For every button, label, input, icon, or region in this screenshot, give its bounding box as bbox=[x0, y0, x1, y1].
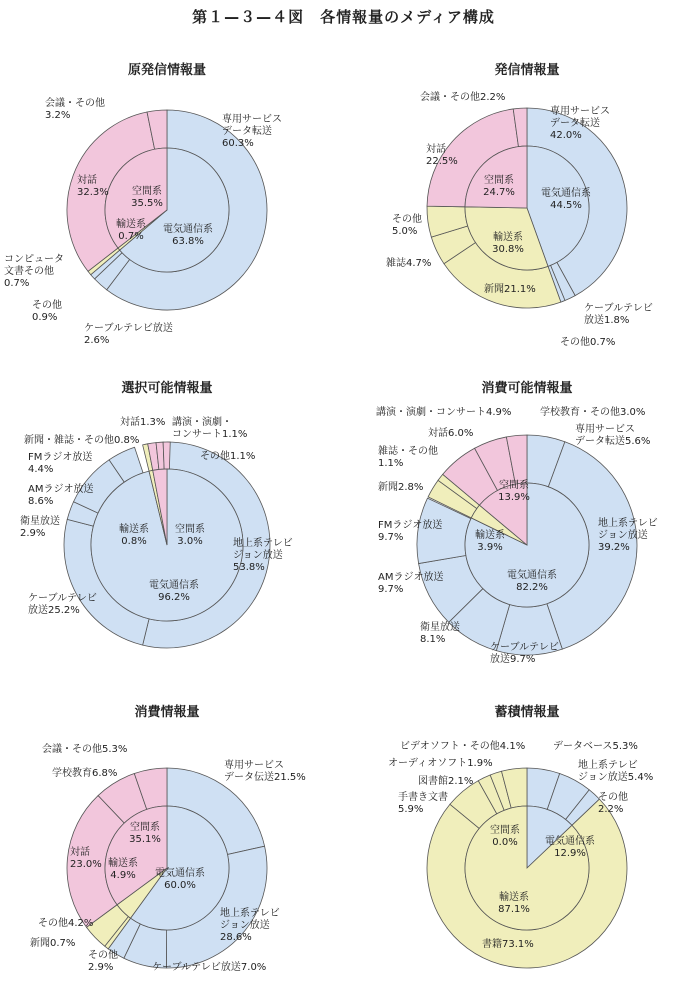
pie-chart bbox=[388, 704, 653, 968]
figure-title: 第１—３—４図 各情報量のメディア構成 bbox=[192, 8, 495, 26]
slice-label: 空間系 35.1% bbox=[129, 822, 161, 845]
slice-label: 電気通信系 63.8% bbox=[163, 224, 213, 247]
slice-label: 専用サービスデータ転送 42.0% bbox=[550, 106, 610, 141]
slice-label: その他 5.0% bbox=[392, 214, 422, 237]
pie-chart bbox=[20, 380, 293, 648]
chart-title: 消費情報量 bbox=[134, 705, 200, 720]
slice-label: 衛星放送 2.9% bbox=[20, 516, 60, 539]
slice-label: 電気通信系 96.2% bbox=[149, 580, 199, 603]
slice-label: 対話 23.0% bbox=[70, 847, 102, 870]
slice-label: 図書館2.1% bbox=[418, 776, 474, 787]
slice-label: 地上系テレビジョン放送 39.2% bbox=[598, 518, 658, 553]
slice-label: 新聞21.1% bbox=[484, 284, 536, 295]
slice-label: 雑誌4.7% bbox=[386, 258, 432, 269]
slice-label: その他 2.9% bbox=[88, 950, 118, 973]
slice-label: 対話 32.3% bbox=[77, 175, 109, 198]
chart-title: 原発信情報量 bbox=[127, 63, 207, 78]
slice-label: 専用サービスデータ転送5.6% bbox=[575, 424, 651, 447]
pie-chart bbox=[30, 704, 306, 973]
slice-label: その他 2.2% bbox=[598, 792, 628, 815]
slice-label: その他4.2% bbox=[38, 918, 94, 929]
slice-label: 会議・その他 3.2% bbox=[45, 98, 105, 121]
slice-label: FMラジオ放送 9.7% bbox=[378, 520, 443, 543]
slice-label: 輸送系 30.8% bbox=[492, 232, 524, 255]
pie-chart bbox=[376, 380, 658, 665]
slice-label: データベース5.3% bbox=[553, 741, 638, 752]
slice-label: AMラジオ放送 9.7% bbox=[378, 572, 444, 595]
chart-title: 選択可能情報量 bbox=[121, 381, 213, 396]
slice-label: 輸送系 0.7% bbox=[116, 219, 146, 242]
slice-label: 対話1.3% bbox=[120, 417, 166, 428]
slice-label: 空間系 3.0% bbox=[175, 524, 205, 547]
slice-label: 電気通信系 82.2% bbox=[507, 570, 557, 593]
slice-label: 学校教育・その他3.0% bbox=[540, 407, 646, 418]
pie-chart bbox=[4, 62, 282, 346]
slice-label: 新聞2.8% bbox=[378, 482, 424, 493]
slice-label: 輸送系 3.9% bbox=[475, 530, 505, 553]
chart-title: 蓄積情報量 bbox=[494, 705, 560, 720]
slice-label: 新聞・雑誌・その他0.8% bbox=[24, 435, 140, 446]
slice-label: 書籍73.1% bbox=[482, 939, 534, 950]
slice-label: 講演・演劇・コンサート4.9% bbox=[376, 407, 512, 418]
slice-label: 空間系 35.5% bbox=[131, 186, 163, 209]
slice-label: ケーブルテレビ放送7.0% bbox=[152, 962, 267, 973]
chart-title: 消費可能情報量 bbox=[481, 381, 573, 396]
slice-label: 輸送系 4.9% bbox=[108, 858, 138, 881]
slice-label: 輸送系 87.1% bbox=[498, 892, 530, 915]
slice-label: 空間系 0.0% bbox=[490, 825, 520, 848]
slice-label: ケーブルテレビ放送9.7% bbox=[490, 642, 559, 665]
slice-label: FMラジオ放送 4.4% bbox=[28, 452, 93, 475]
slice-label: 電気通信系 60.0% bbox=[155, 868, 205, 891]
slice-label: AMラジオ放送 8.6% bbox=[28, 484, 94, 507]
chart-title: 発信情報量 bbox=[494, 63, 560, 78]
slice-label: ケーブルテレビ放送1.8% bbox=[584, 303, 653, 326]
outer-slice bbox=[163, 442, 170, 469]
slice-label: ケーブルテレビ放送25.2% bbox=[28, 593, 97, 616]
slice-label: その他0.7% bbox=[560, 337, 616, 348]
slice-label: 地上系テレビジョン放送5.4% bbox=[578, 760, 654, 783]
slice-label: 電気通信系 12.9% bbox=[545, 836, 595, 859]
slice-label: その他 0.9% bbox=[32, 300, 62, 323]
slice-label: 学校教育6.8% bbox=[52, 768, 118, 779]
slice-label: 専用サービスデータ転送 60.3% bbox=[222, 114, 282, 149]
pie-chart bbox=[386, 62, 653, 348]
slice-label: 会議・その他2.2% bbox=[420, 92, 506, 103]
slice-label: オーディオソフト1.9% bbox=[388, 758, 493, 769]
slice-label: 対話 22.5% bbox=[426, 144, 458, 167]
slice-label: 手書き文書 5.9% bbox=[398, 792, 448, 815]
slice-label: 地上系テレビジョン放送 28.6% bbox=[220, 908, 280, 943]
slice-label: 空間系 13.9% bbox=[498, 480, 530, 503]
slice-label: 会議・その他5.3% bbox=[42, 744, 128, 755]
slice-label: 輸送系 0.8% bbox=[119, 524, 149, 547]
slice-label: 電気通信系 44.5% bbox=[541, 188, 591, 211]
slice-label: コンピュータ文書その他 0.7% bbox=[4, 254, 64, 289]
slice-label: 講演・演劇・コンサート1.1% bbox=[172, 417, 248, 440]
slice-label: 地上系テレビジョン放送 53.8% bbox=[233, 538, 293, 573]
slice-label: 衛星放送 8.1% bbox=[420, 622, 460, 645]
slice-label: 対話6.0% bbox=[428, 428, 474, 439]
slice-label: 空間系 24.7% bbox=[483, 175, 515, 198]
slice-label: 新聞0.7% bbox=[30, 938, 76, 949]
slice-label: 専用サービスデータ伝送21.5% bbox=[224, 760, 306, 783]
slice-label: ビデオソフト・その他4.1% bbox=[400, 741, 526, 752]
slice-label: 雑誌・その他 1.1% bbox=[378, 446, 438, 469]
slice-label: ケーブルテレビ放送 2.6% bbox=[84, 323, 173, 346]
slice-label: その他1.1% bbox=[200, 451, 256, 462]
